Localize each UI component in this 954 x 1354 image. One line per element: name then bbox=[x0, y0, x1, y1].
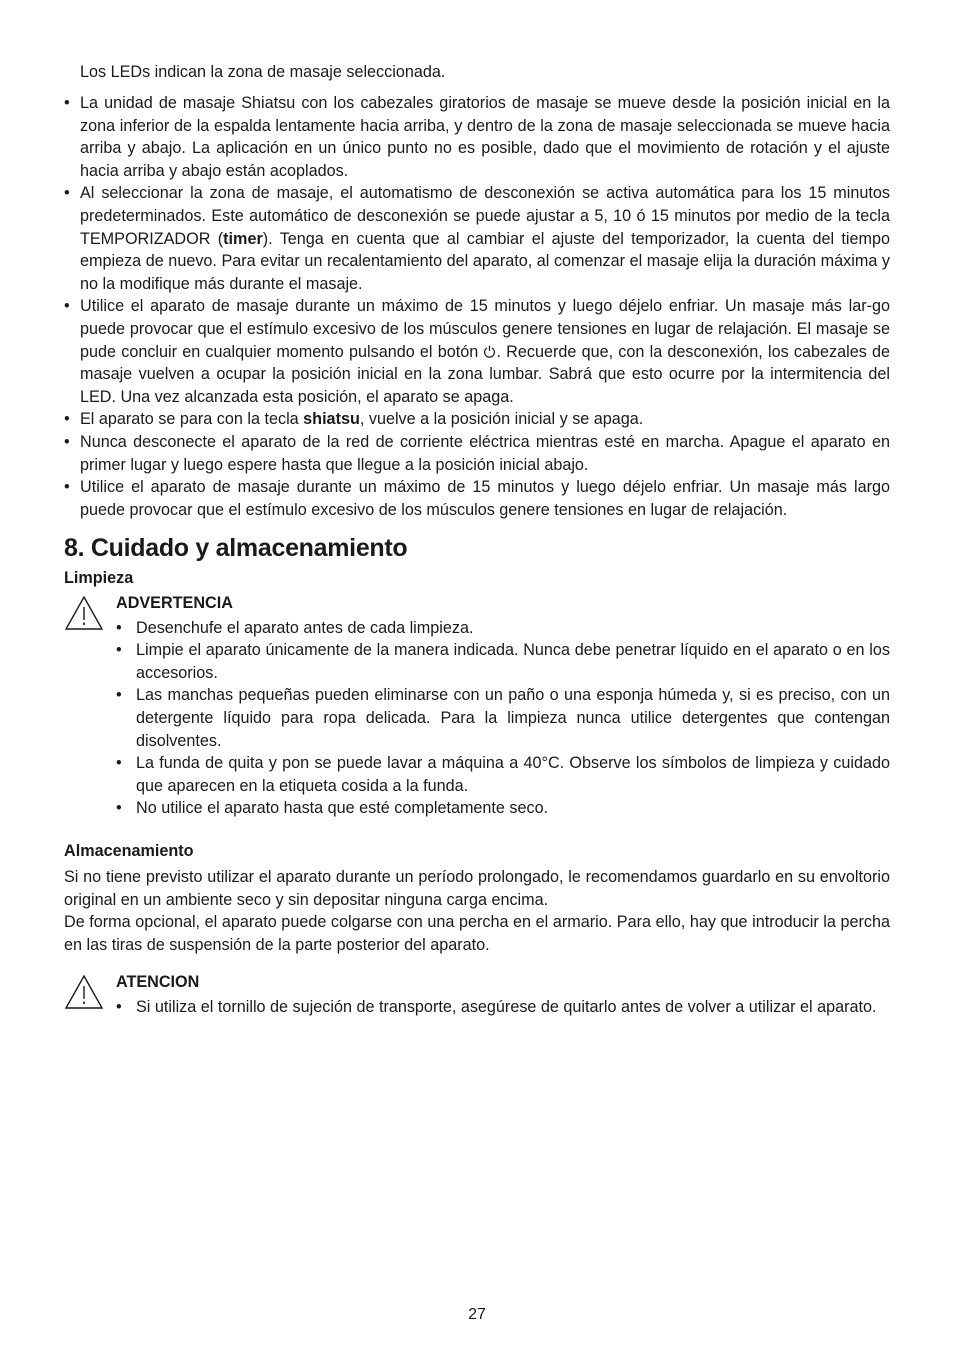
paragraph: De forma opcional, el aparato puede colgarse con una percha en el armario. Para ello, hay que introducir la percha en las tiras de suspensión de la parte posterior del aparato. bbox=[64, 913, 890, 954]
warning-triangle-icon bbox=[64, 974, 104, 1010]
list-item: • La unidad de masaje Shiatsu con los cabezales giratorios de masaje se mueve desde la posición inicial en la zona inferior de la espalda lentamente hacia arriba, y dentro de la zona de masaje seleccionada se mueve hacia arriba y abajo. La aplicación en un único punto no es posible, dado que el movimiento de rotación y el ajuste hacia arriba y abajo están acoplados. bbox=[64, 92, 890, 182]
cleaning-bullet-list bbox=[116, 617, 890, 820]
shiatsu-key-label: shiatsu bbox=[303, 410, 360, 429]
list-item: • Al seleccionar la zona de masaje, el automatismo de desconexión se activa automática para los 15 minutos predeterminados. Este automático de desconexión se puede ajustar a 5, 10 ó 15 minutos por medio de la tecla TEMPORIZADOR (timer). Tenga en cuenta que al cambiar el ajuste del temporizador, la cuenta del tiempo empieza de nuevo. Para evitar un recalentamiento del aparato, al comenzar el masaje elija la duración máxima y no la modifique más durante el masaje. bbox=[64, 182, 890, 295]
storage-bullet-list bbox=[116, 996, 890, 1019]
timer-key-label: timer bbox=[223, 229, 263, 248]
warning-body bbox=[116, 971, 890, 1018]
limpieza-heading: Limpieza bbox=[64, 569, 134, 587]
list-item: • Las manchas pequeñas pueden eliminarse con un paño o una esponja húmeda y, si es preciso, con un detergente líquido para ropa delicada. Para la limpieza nunca utilice detergentes que contengan disolventes. bbox=[116, 684, 890, 752]
warning-title: ATENCION bbox=[116, 973, 200, 991]
list-item: • Limpie el aparato únicamente de la manera indicada. Nunca debe penetrar líquido en el aparato o en los accesorios. bbox=[116, 639, 890, 684]
list-item: • Desenchufe el aparato antes de cada limpieza. bbox=[116, 617, 890, 640]
list-item: • Nunca desconecte el aparato de la red de corriente eléctrica mientras esté en marcha. Apague el aparato en primer lugar y luego espere hasta que llegue a la posición inicial abajo. bbox=[64, 431, 890, 476]
list-item: • Utilice el aparato de masaje durante un máximo de 15 minutos y luego déjelo enfriar. Un masaje más lar-go puede provocar que el estímulo excesivo de los músculos genere tensiones en lugar de relajación. El masaje se pude concluir en cualquier momento pulsando el botón . Recuerde que, con la desconexión, los cabezales de masaje vuelven a ocupar la posición inicial en la zona lumbar. Sabrá que esto ocurre por la intermitencia del LED. Una vez alcanzada esta posición, el aparato se apaga. bbox=[64, 295, 890, 408]
list-item: • El aparato se para con la tecla shiatsu, vuelve a la posición inicial y se apaga. bbox=[64, 408, 890, 431]
intro-text: Los LEDs indican la zona de masaje seleccionada. bbox=[80, 63, 446, 81]
almacenamiento-body bbox=[64, 866, 890, 956]
power-icon bbox=[483, 345, 496, 358]
list-item: • Utilice el aparato de masaje durante un máximo de 15 minutos y luego déjelo enfriar. Un masaje más largo puede provocar que el estímulo excesivo de los músculos genere tensiones en lugar de relajación. bbox=[64, 476, 890, 521]
warning-title: ADVERTENCIA bbox=[116, 594, 233, 612]
list-item: • Si utiliza el tornillo de sujeción de transporte, asegúrese de quitarlo antes de volver a utilizar el aparato. bbox=[116, 996, 890, 1019]
list-item: • No utilice el aparato hasta que esté completamente seco. bbox=[116, 797, 890, 820]
warning-body bbox=[116, 592, 890, 820]
paragraph: Si no tiene previsto utilizar el aparato durante un período prolongado, le recomendamos guardarlo en su envoltorio original en un ambiente seco y sin depositar ninguna carga encima. bbox=[64, 868, 890, 909]
section-title: 8. Cuidado y almacenamiento bbox=[64, 534, 408, 562]
warning-triangle-icon bbox=[64, 595, 104, 631]
almacenamiento-heading: Almacenamiento bbox=[64, 842, 194, 860]
page-number: 27 bbox=[468, 1306, 486, 1323]
list-item: • La funda de quita y pon se puede lavar a máquina a 40°C. Observe los símbolos de limpieza y cuidado que aparecen en la etiqueta cosida a la funda. bbox=[116, 752, 890, 797]
usage-bullet-list bbox=[64, 92, 890, 521]
